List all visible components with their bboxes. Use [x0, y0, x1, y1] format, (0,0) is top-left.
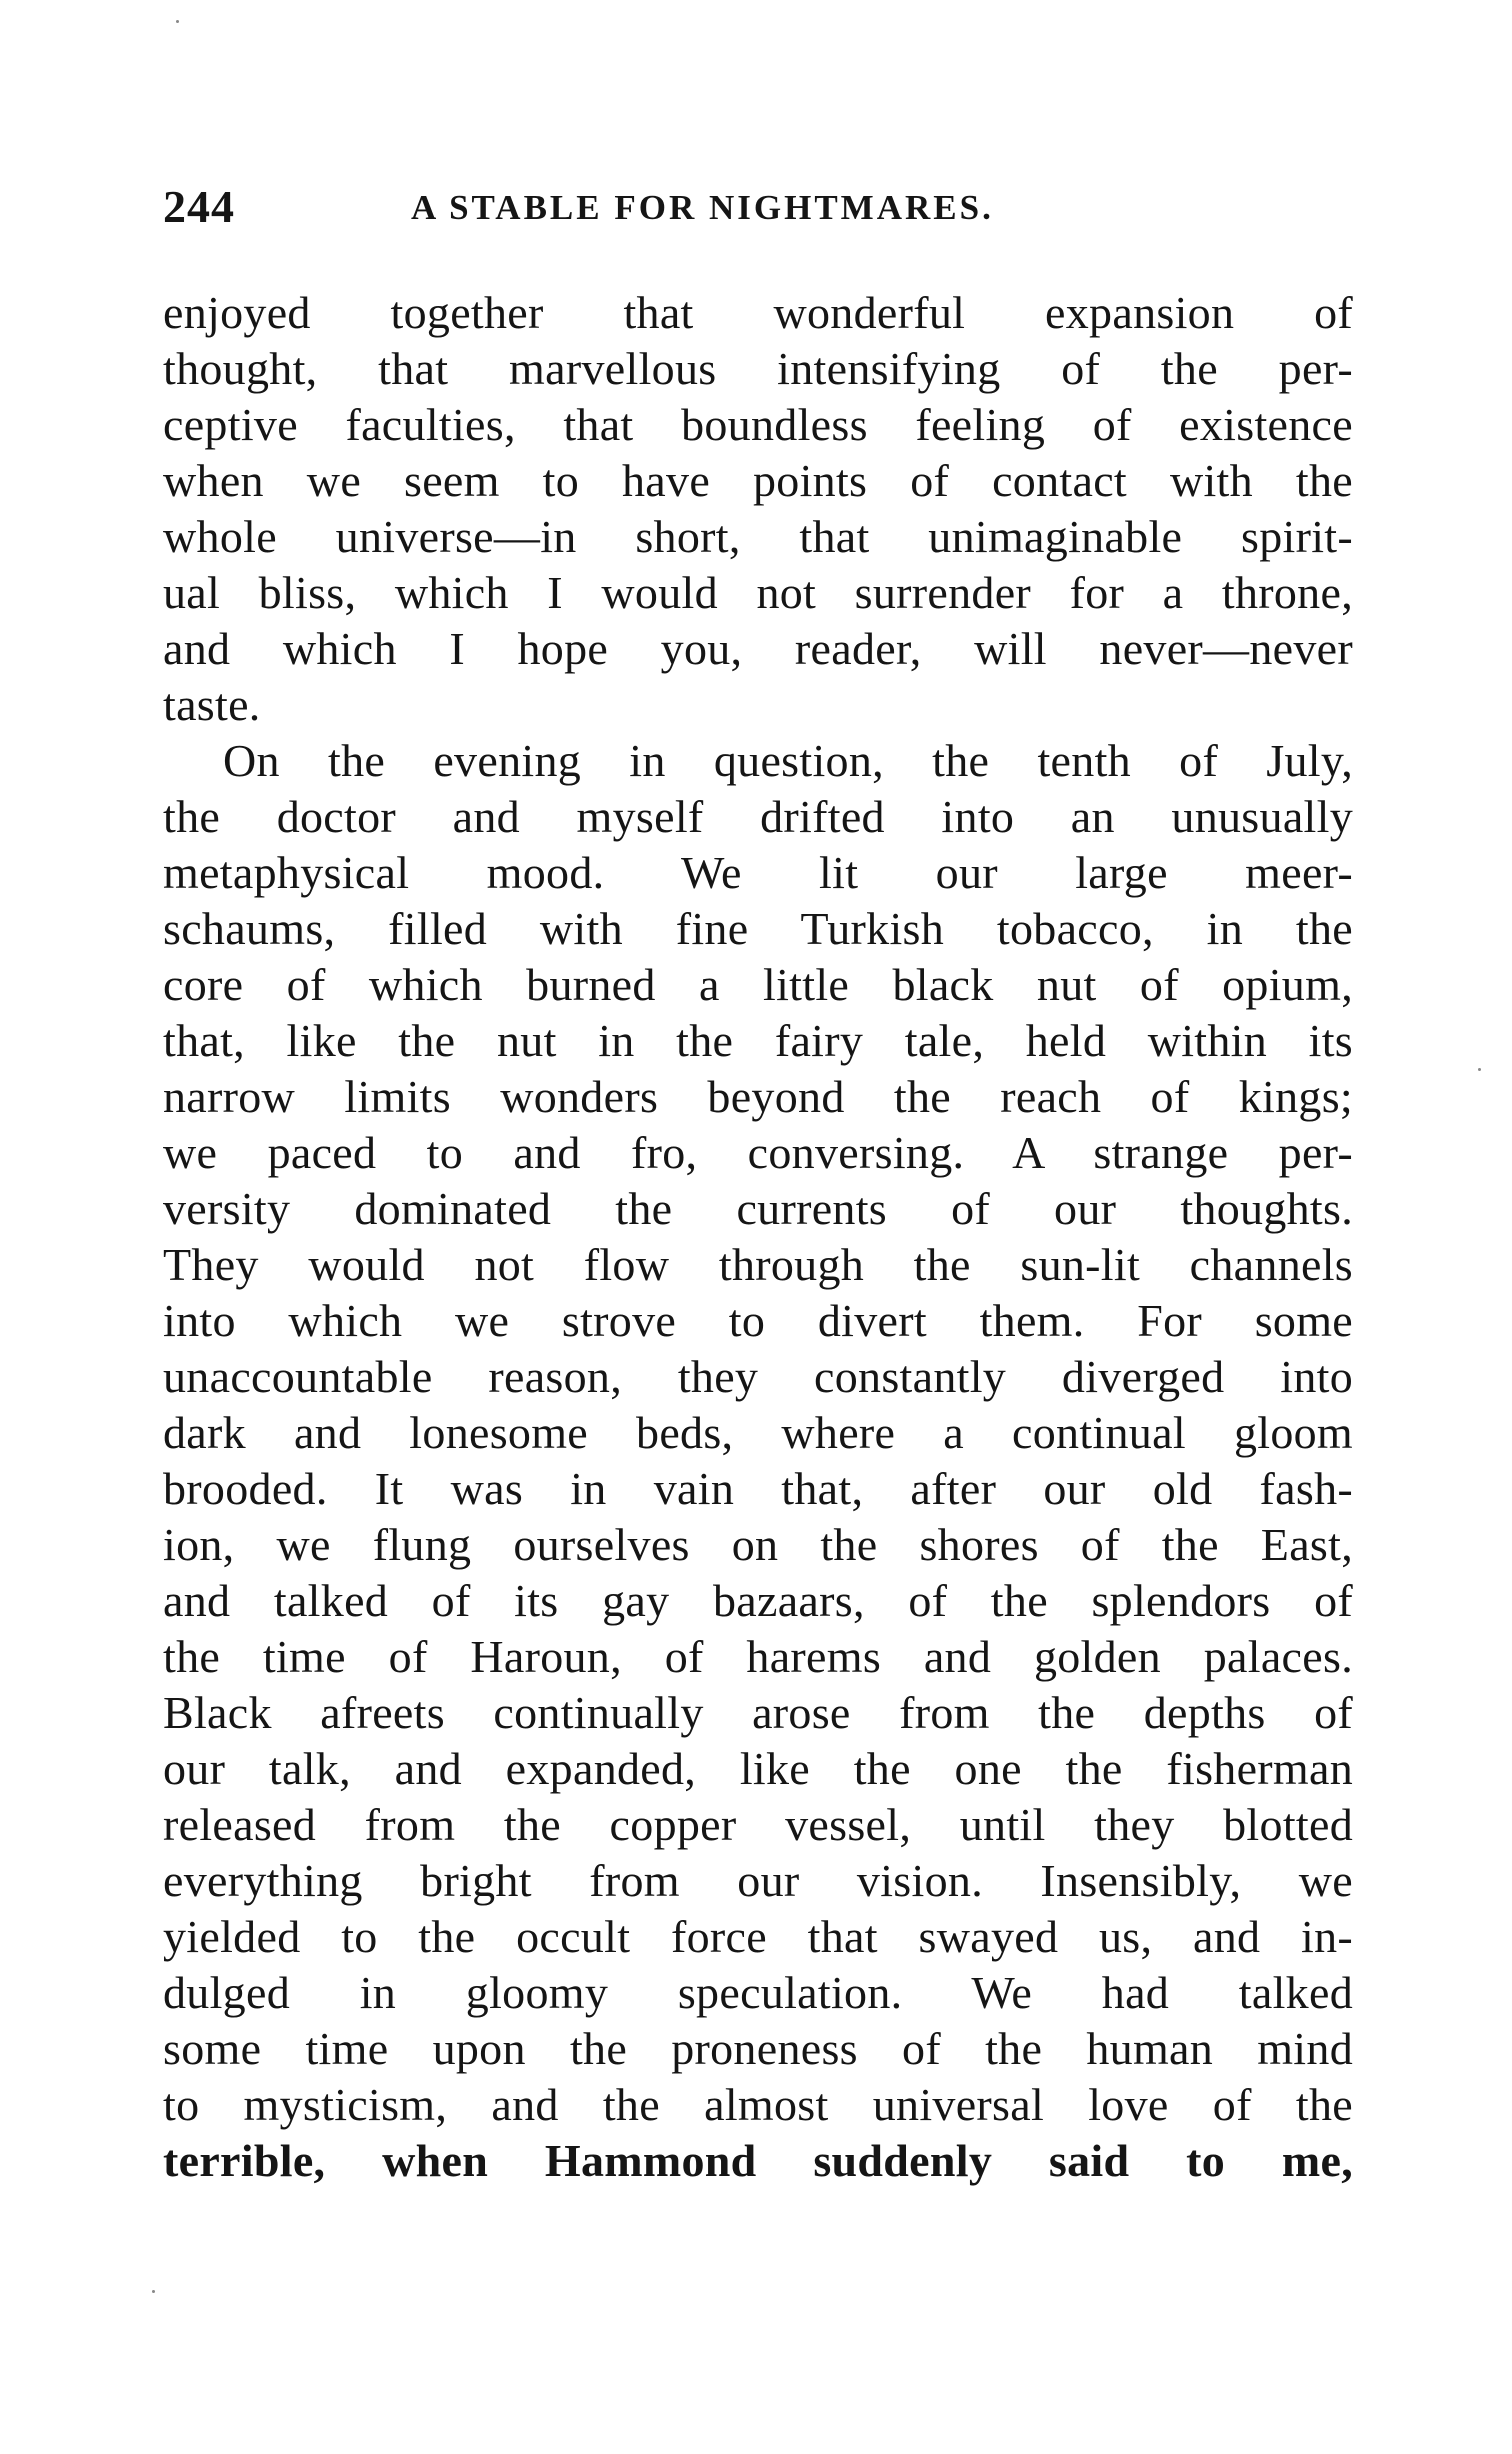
text-line: yielded to the occult force that swayed us, and in-: [163, 1911, 1353, 1962]
text-line: thought, that marvellous intensifying of the per-: [163, 343, 1353, 394]
text-line: unaccountable reason, they constantly diverged into: [163, 1351, 1353, 1402]
text-line: brooded. It was in vain that, after our old fash-: [163, 1463, 1353, 1514]
text-line: everything bright from our vision. Insensibly, we: [163, 1855, 1353, 1906]
text-line: Black afreets continually arose from the depths of: [163, 1687, 1353, 1738]
paper-speck: [1478, 1068, 1481, 1071]
text-line: to mysticism, and the almost universal love of the: [163, 2079, 1353, 2130]
text-line: dark and lonesome beds, where a continual gloom: [163, 1407, 1353, 1458]
running-head: [163, 180, 1363, 250]
text-line: dulged in gloomy speculation. We had talked: [163, 1967, 1353, 2018]
text-line: schaums, filled with fine Turkish tobacco, in the: [163, 903, 1353, 954]
text-line: that, like the nut in the fairy tale, held within its: [163, 1015, 1353, 1066]
text-line: our talk, and expanded, like the one the fisherman: [163, 1743, 1353, 1794]
page-number: 244: [163, 181, 235, 232]
text-line: and talked of its gay bazaars, of the splendors of: [163, 1575, 1353, 1626]
text-line: we paced to and fro, conversing. A strange per-: [163, 1127, 1353, 1178]
paragraph-end-line: taste.: [163, 679, 261, 730]
text-line: metaphysical mood. We lit our large meer-: [163, 847, 1353, 898]
text-line: the time of Haroun, of harems and golden palaces.: [163, 1631, 1353, 1682]
paragraph-start-line: On the evening in question, the tenth of July,: [223, 735, 1353, 786]
paper-speck: [176, 20, 179, 23]
text-line: some time upon the proneness of the human mind: [163, 2023, 1353, 2074]
running-title: A STABLE FOR NIGHTMARES.: [411, 188, 994, 227]
paper-speck: [152, 2290, 155, 2293]
text-line: ual bliss, which I would not surrender for a throne,: [163, 567, 1353, 618]
text-line: whole universe—in short, that unimaginable spirit-: [163, 511, 1353, 562]
text-line-final: terrible, when Hammond suddenly said to me,: [163, 2135, 1353, 2186]
text-line: versity dominated the currents of our thoughts.: [163, 1183, 1353, 1234]
text-line: narrow limits wonders beyond the reach of kings;: [163, 1071, 1353, 1122]
text-line: released from the copper vessel, until they blotted: [163, 1799, 1353, 1850]
text-line: core of which burned a little black nut of opium,: [163, 959, 1353, 1010]
text-line: and which I hope you, reader, will never—never: [163, 623, 1353, 674]
text-line: ceptive faculties, that boundless feeling of existence: [163, 399, 1353, 450]
text-line: when we seem to have points of contact with the: [163, 455, 1353, 506]
text-line: the doctor and myself drifted into an unusually: [163, 791, 1353, 842]
text-line: They would not flow through the sun-lit channels: [163, 1239, 1353, 1290]
text-line: ion, we flung ourselves on the shores of the East,: [163, 1519, 1353, 1570]
text-line: enjoyed together that wonderful expansion of: [163, 287, 1353, 338]
text-line: into which we strove to divert them. For some: [163, 1295, 1353, 1346]
body-text: [163, 285, 1353, 2189]
